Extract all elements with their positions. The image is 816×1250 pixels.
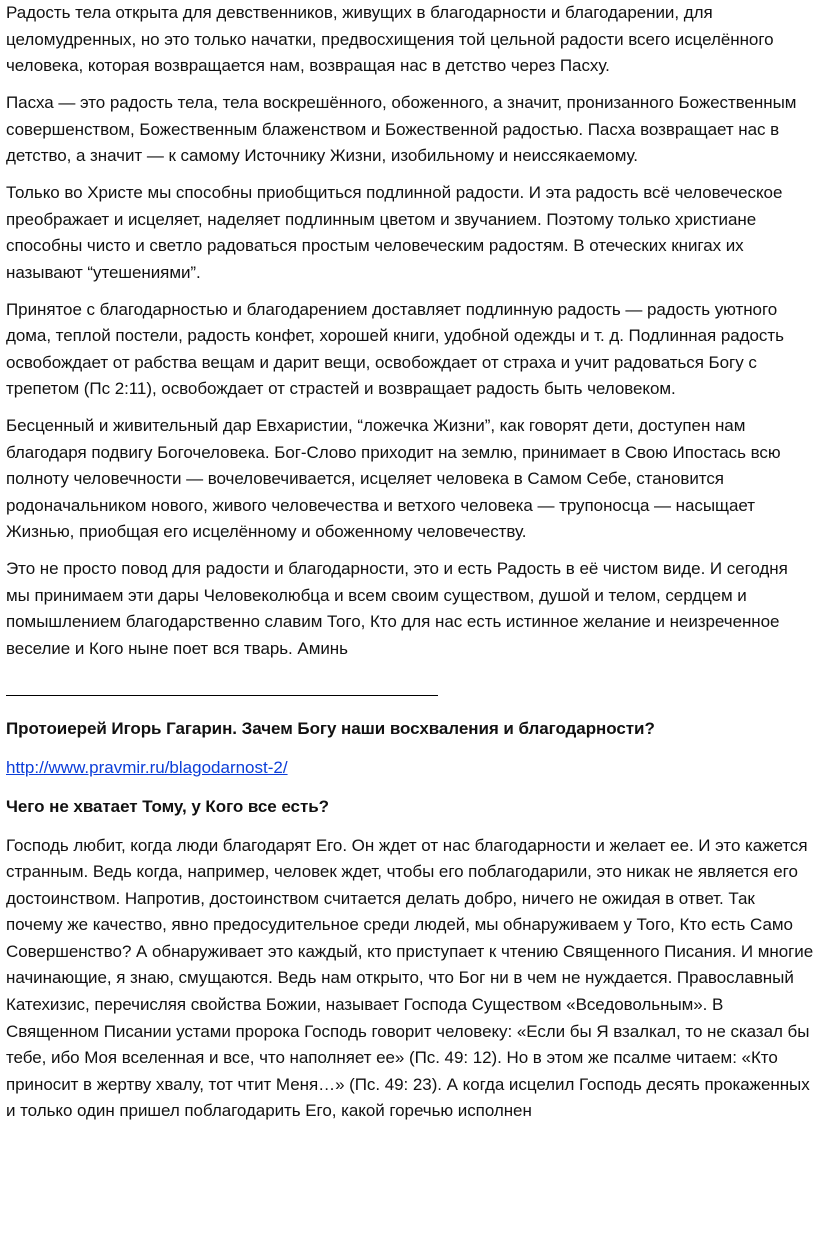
article-subheading: Чего не хватает Тому, у Кого все есть? <box>6 797 329 816</box>
final-paragraph: Господь любит, когда люди благодарят Его. Он ждет от нас благодарности и желает ее. И это кажется странным. Ведь когда, например, человек ждет, чтобы его поблагодарили, это никак не является его достоинством. Напротив, достоинством считается делать добро, ничего не ожидая в ответ. Так почему же качество, явно предосудительное среди людей, мы обнаруживаем у Того, Кто есть Само Совершенство? А обнаруживает это каждый, кто приступает к чтению Священного Писания. И многие начинающие, я знаю, смущаются. Ведь нам открыто, что Бог ни в чем не нуждается. Православный Катехизис, перечисляя свойства Божии, называет Господа Существом «Вседовольным». В Священном Писании устами пророка Господь говорит человеку: «Если бы Я взалкал, то не сказал бы тебе, ибо Моя вселенная и все, что наполняет ее» (Пс. 49: 12). Но в этом же псалме читаем: «Кто приносит в жертву хвалу, тот чтит Меня…» (Пс. 49: 23). А когда исцелил Господь десять прокаженных и только один пришел поблагодарить Его, какой горечью исполнен <box>6 835 814 1121</box>
paragraph-3: Только во Христе мы способны приобщиться подлинной радости. И эта радость всё человеческое преображает и исцеляет, наделяет подлинным цветом и звучанием. Поэтому только христиане способны чисто и светло радоваться простым человеческим радостям. В отеческих книгах их называют “утешениями”. <box>6 183 783 282</box>
paragraph-1: Радость тела открыта для девственников, живущих в благодарности и благодарении, для целомудренных, но это только начатки, предвосхищения той цельной радости всего исцелённого человека, которая возвращается нам, возвращая нас в детство через Пасху. <box>6 3 774 75</box>
paragraph-4: Принятое с благодарностью и благодарением доставляет подлинную радость — радость уютного дома, теплой постели, радость конфет, хорошей книги, удобной одежды и т. д. Подлинная радость освобождает от рабства вещам и дарит вещи, освобождает от страха и учит радоваться Богу с трепетом (Пс 2:11), освобождает от страстей и возвращает радость быть человеком. <box>6 299 784 398</box>
paragraph-5: Бесценный и живительный дар Евхаристии, “ложечка Жизни”, как говорят дети, доступен нам благодаря подвигу Богочеловека. Бог-Слово приходит на землю, принимает в Свою Ипостась всю полноту человечности — вочеловечивается, исцеляет человека в Самом Себе, становится родоначальником нового, живого человечества и ветхого человека — трупоносца — насыщает Жизнью, приобщая его исцелённому и обоженному человечеству. <box>6 416 781 541</box>
article-link[interactable]: http://www.pravmir.ru/blagodarnost-2/ <box>6 757 288 777</box>
article-heading: Протоиерей Игорь Гагарин. Зачем Богу наши восхваления и благодарности? <box>6 719 655 738</box>
paragraph-6: Это не просто повод для радости и благодарности, это и есть Радость в её чистом виде. И сегодня мы принимаем эти дары Человеколюбца и всем своим существом, душой и телом, сердцем и помышлением благодарственно славим Того, Кто для нас есть истинное желание и неизреченное веселие и Кого ныне поет вся тварь. Аминь <box>6 559 788 658</box>
paragraph-2: Пасха — это радость тела, тела воскрешённого, обоженного, а значит, пронизанного Божественным совершенством, Божественным блаженством и Божественной радостью. Пасха возвращает нас в детство, а значит — к самому Источнику Жизни, изобильному и неиссякаемому. <box>6 93 797 165</box>
section-divider <box>6 695 438 696</box>
